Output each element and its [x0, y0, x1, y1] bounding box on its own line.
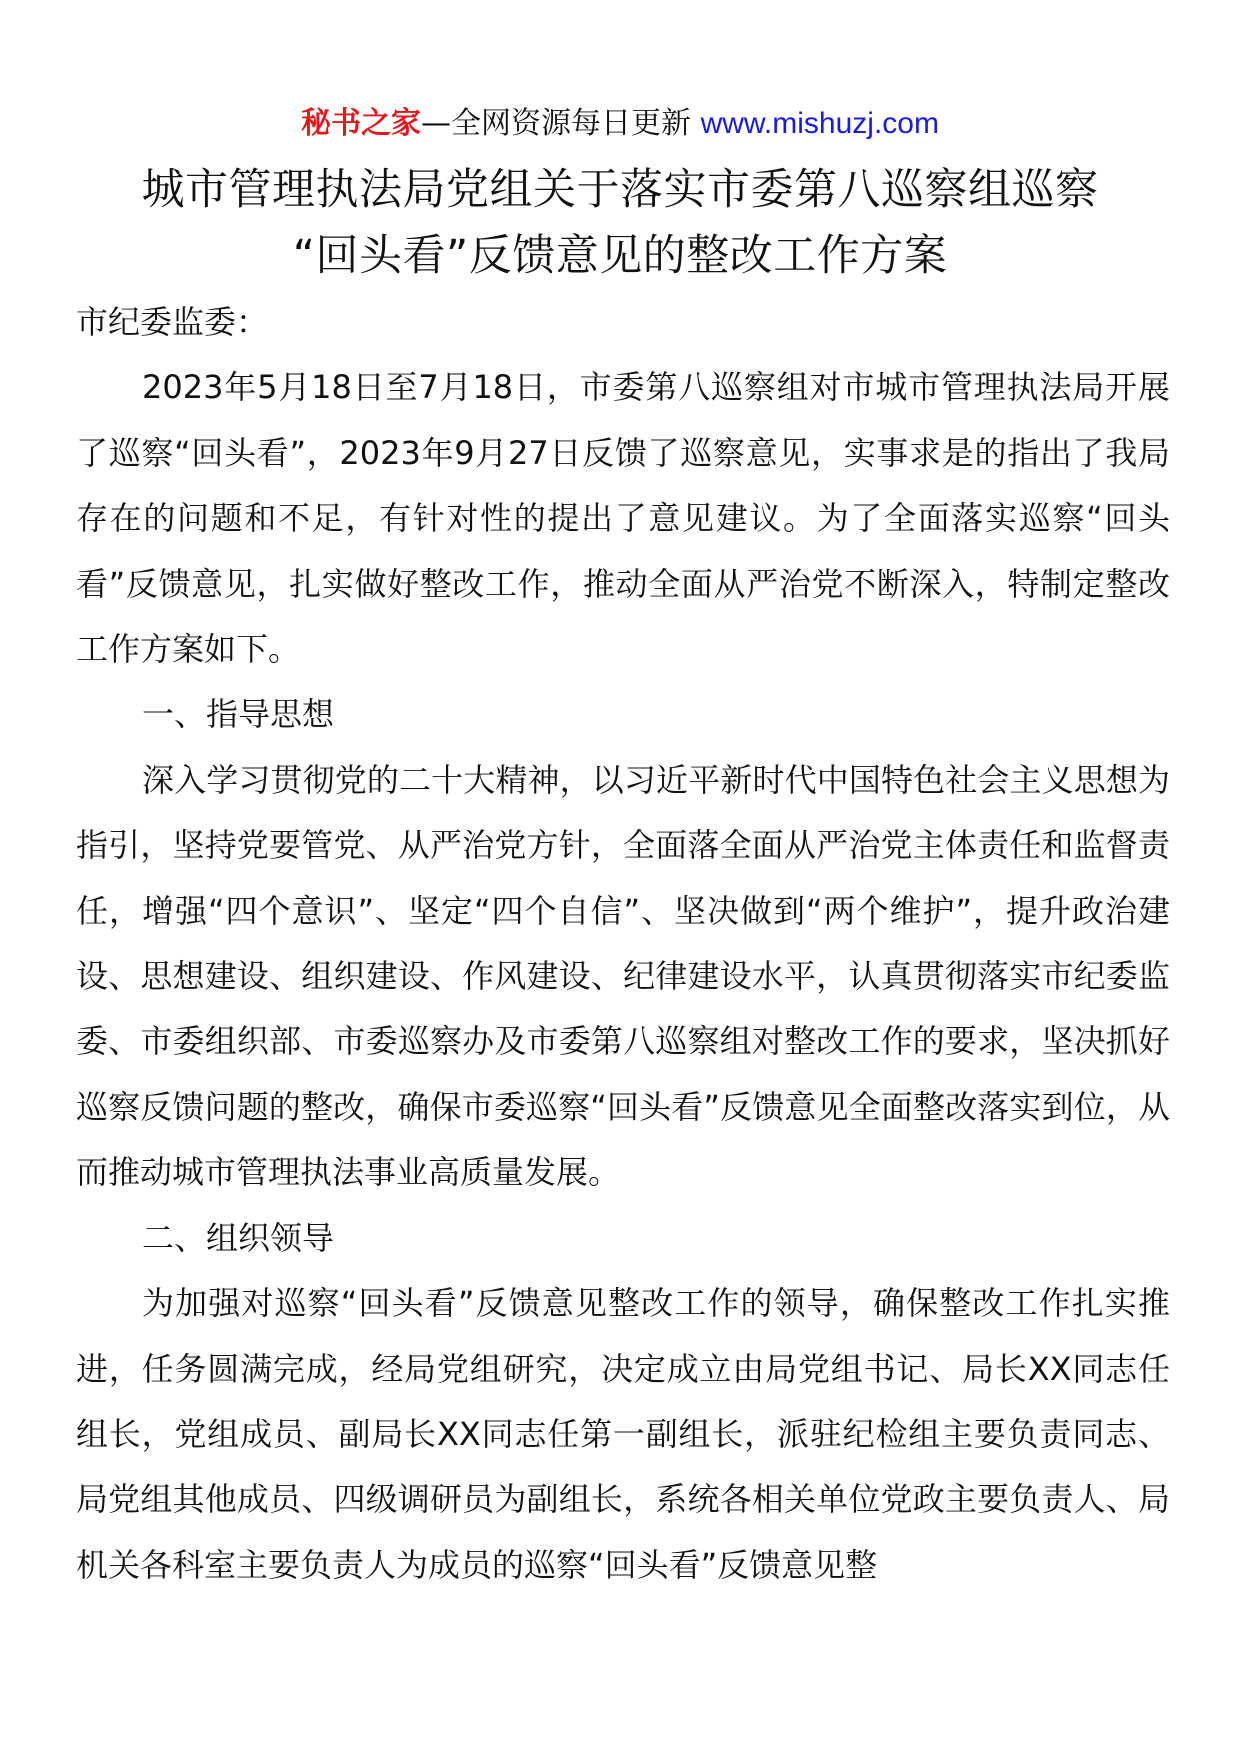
- section-heading-guiding-ideology: 一、指导思想: [142, 695, 335, 734]
- site-url-link[interactable]: www.mishuzj.com: [700, 107, 939, 140]
- paragraph-organization: 为加强对巡察“回头看”反馈意见整改工作的领导，确保整改工作扎实推进，任务圆满完成，经局党组研究，决定成立由局党组书记、局长XX同志任组长，党组成员、副局长XX同志任第一副组长，派驻纪检组主要负责同志、局党组其他成员、四级调研员为副组长，系统各相关单位党政主要负责人、局机关各科室主要负责人为成员的巡察“回头看”反馈意见整: [76, 1284, 1170, 1584]
- brand-name: 秘书之家: [301, 106, 422, 141]
- paragraph-intro: 2023年5月18日至7月18日，市委第八巡察组对市城市管理执法局开展了巡察“回头看”，2023年9月27日反馈了巡察意见，实事求是的指出了我局存在的问题和不足，有针对性的提出了意见建议。为了全面落实巡察“回头看”反馈意见，扎实做好整改工作，推动全面从严治党不断深入，特制定整改工作方案如下。: [76, 368, 1170, 669]
- addressee: 市纪委监委：: [76, 303, 269, 341]
- section-heading-organization: 二、组织领导: [142, 1218, 335, 1257]
- paragraph-guiding-ideology: 深入学习贯彻党的二十大精神，以习近平新时代中国特色社会主义思想为指引，坚持党要管党、从严治党方针，全面落全面从严治党主体责任和监督责任，增强“四个意识”、坚定“四个自信”、坚决做到“两个维护”，提升政治建设、思想建设、组织建设、作风建设、纪律建设水平，认真贯彻落实市纪委监委、市委组织部、市委巡察办及市委第八巡察组对整改工作的要求，坚决抓好巡察反馈问题的整改，确保市委巡察“回头看”反馈意见全面整改落实到位，从而推动城市管理执法事业高质量发展。: [76, 760, 1170, 1192]
- header-tagline: —全网资源每日更新: [421, 106, 701, 141]
- document-title-line-1: 城市管理执法局党组关于落实市委第八巡察组巡察: [141, 165, 1099, 215]
- document-body: [76, 290, 1170, 1598]
- site-header: [0, 104, 1240, 144]
- document-title-line-2: “回头看”反馈意见的整改工作方案: [292, 231, 948, 281]
